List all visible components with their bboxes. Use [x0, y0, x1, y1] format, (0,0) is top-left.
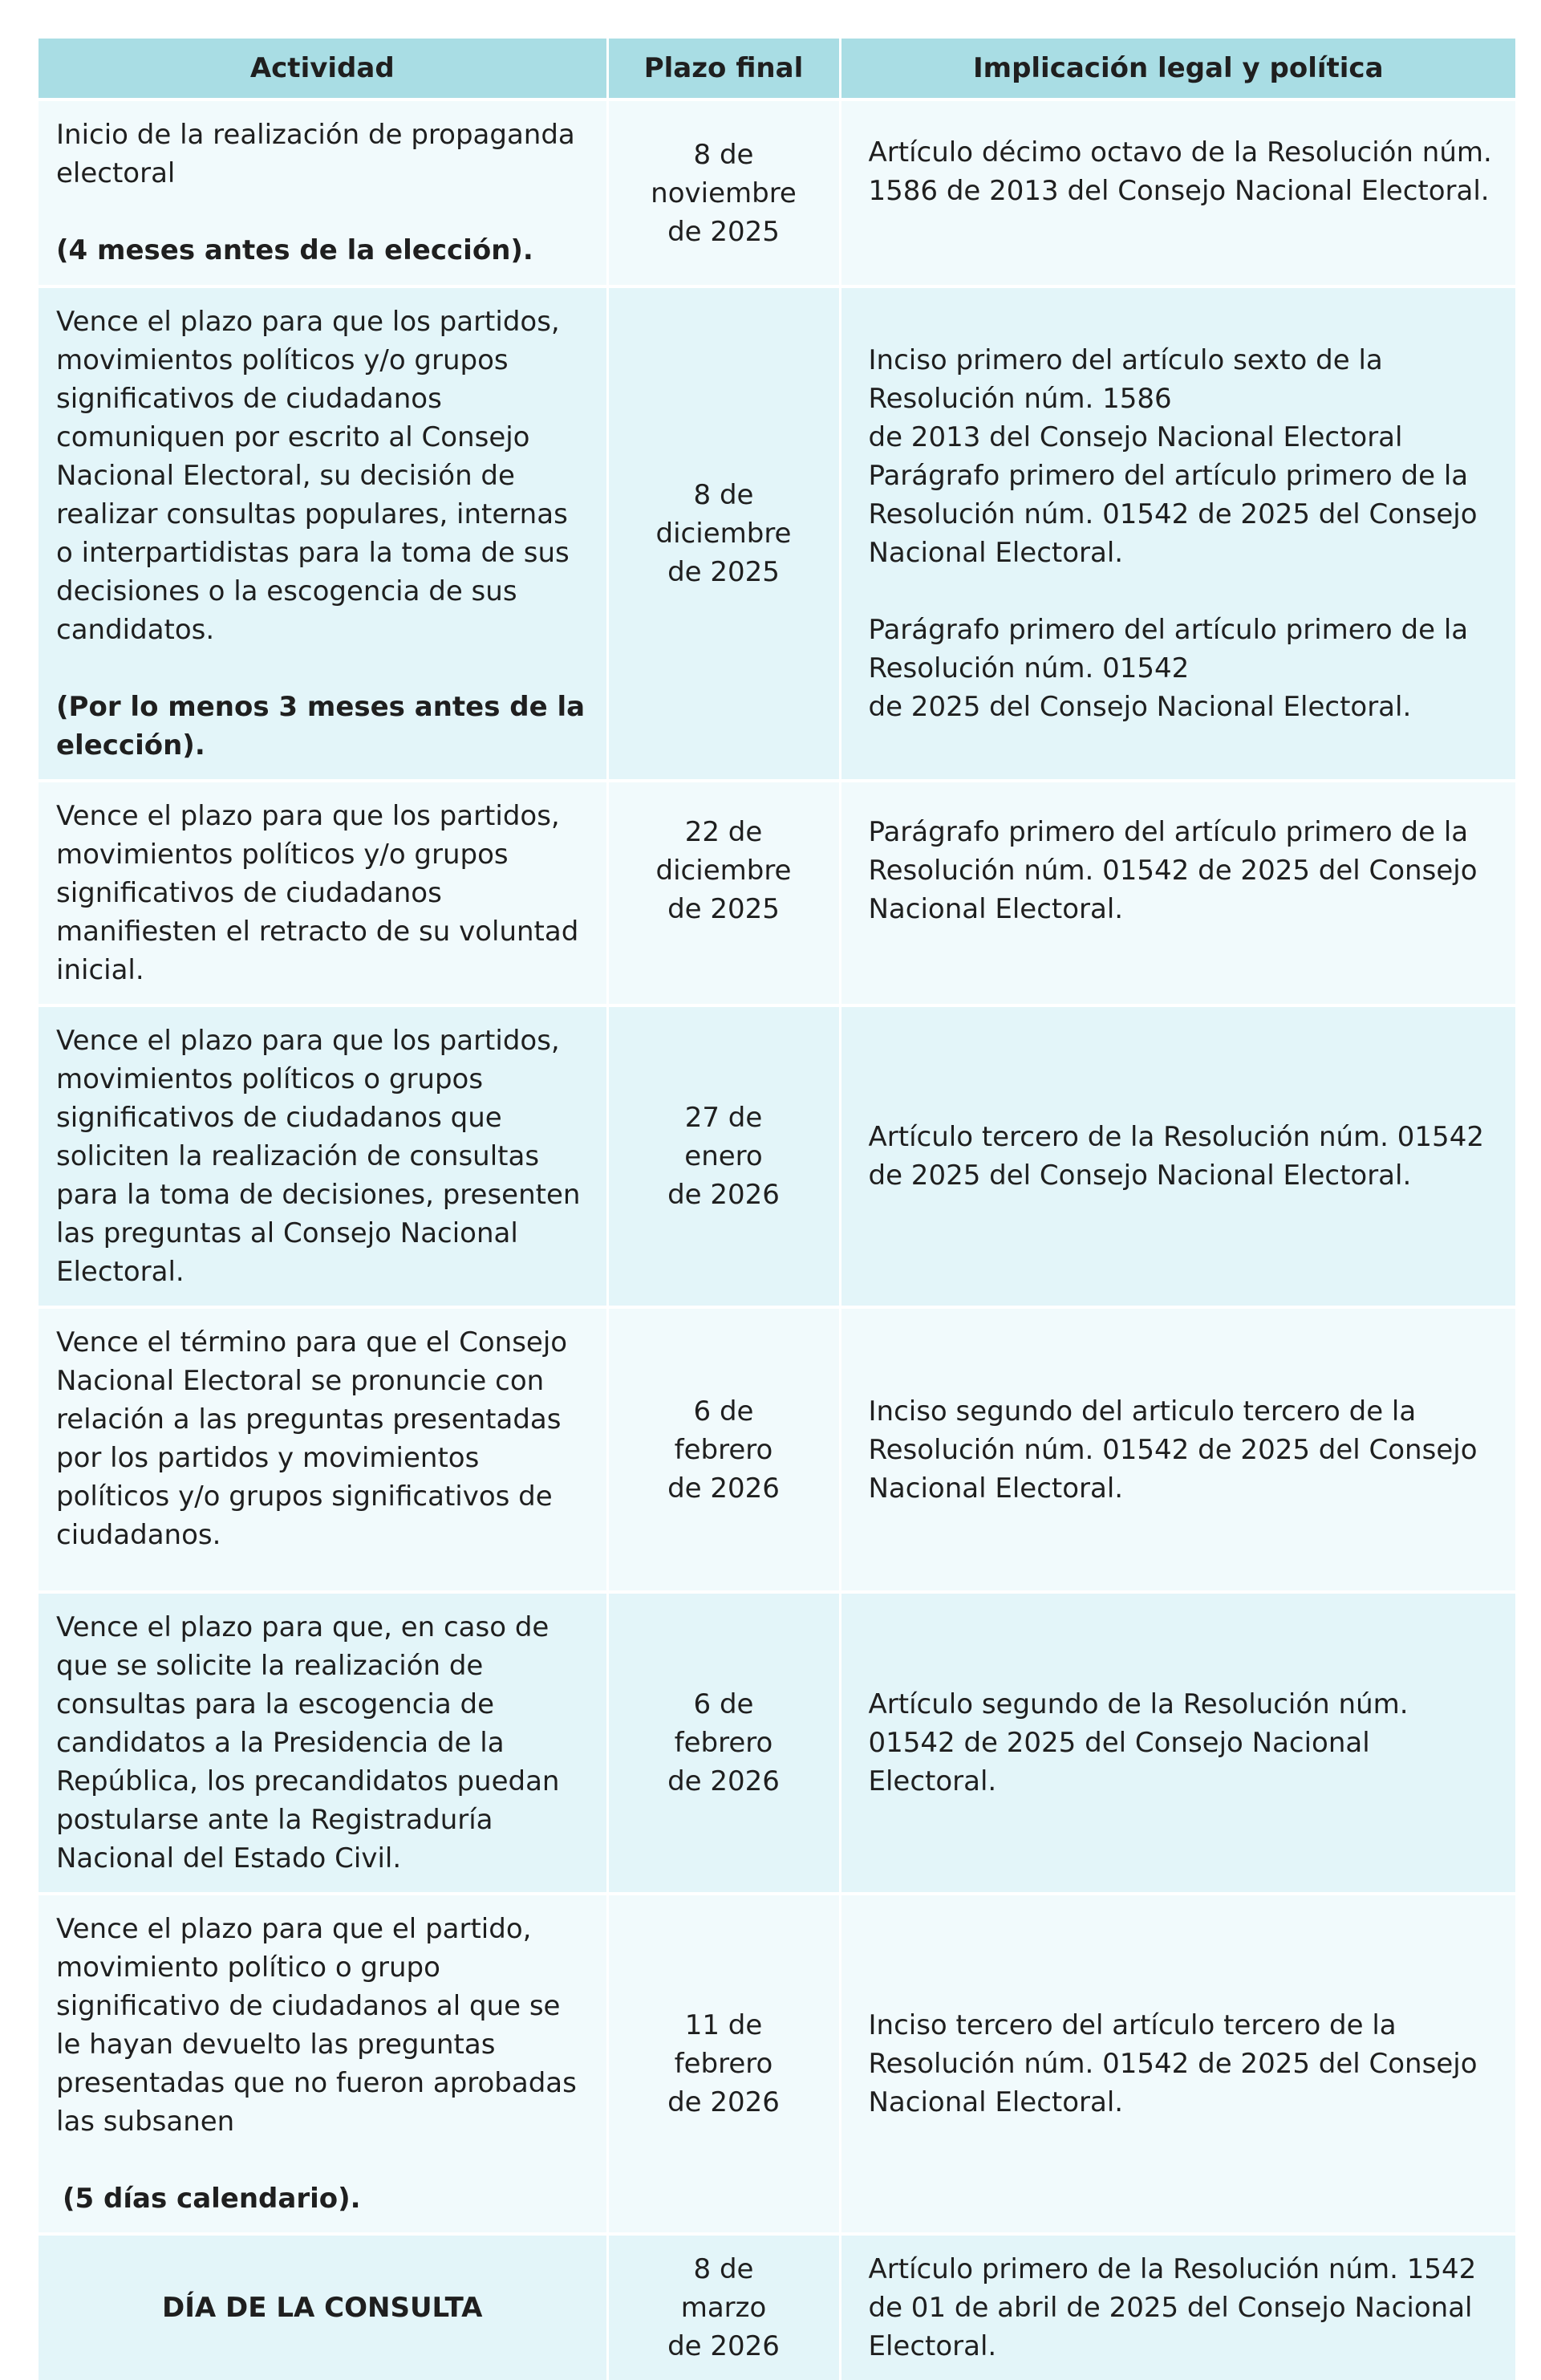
- header-actividad: Actividad: [39, 39, 607, 100]
- activity-cell: [39, 1894, 607, 2234]
- deadline-line: diciembre: [655, 518, 792, 550]
- deadline-cell: [607, 286, 840, 781]
- legal-cell: [840, 1894, 1515, 2234]
- deadline-cell: [607, 1307, 840, 1592]
- deadline-line: 11 de: [684, 2009, 763, 2041]
- schedule-table: [39, 39, 1515, 2380]
- activity-text: Inicio de la realización de propaganda electoral: [56, 119, 575, 189]
- legal-cell: [840, 286, 1515, 781]
- activity-cell: [39, 286, 607, 781]
- deadline-line: de 2026: [667, 2330, 780, 2362]
- deadline-line: 8 de: [693, 138, 754, 171]
- table-header-row: [39, 39, 1515, 100]
- deadline-line: de 2025: [667, 893, 780, 925]
- deadline-line: enero: [684, 1140, 763, 1172]
- header-plazo-final: Plazo final: [607, 39, 840, 100]
- deadline-cell: [607, 1005, 840, 1307]
- table-row: [39, 286, 1515, 781]
- schedule-table-container: [39, 39, 1515, 2380]
- deadline-line: 27 de: [684, 1102, 763, 1134]
- deadline-cell: [607, 781, 840, 1005]
- legal-text: Artículo segundo de la Resolución núm. 01542 de 2025 del Consejo Nacional Electoral.: [868, 1688, 1409, 1797]
- legal-cell: [840, 1307, 1515, 1592]
- deadline-line: de 2026: [667, 2086, 780, 2118]
- activity-text: Vence el plazo para que los partidos, movimientos políticos o grupos significativos de ciudadanos que soliciten la realización de consultas para la toma de decisiones, presenten las preguntas al Consejo Nacional Electoral.: [56, 1025, 581, 1288]
- deadline-cell: [607, 100, 840, 286]
- deadline-line: febrero: [674, 2048, 773, 2080]
- activity-text: Vence el plazo para que, en caso de que se solicite la realización de consultas para la escogencia de candidatos a la Presidencia de la República, los precandidatos puedan postularse ante la Registraduría Nacional del Estado Civil.: [56, 1611, 560, 1874]
- legal-text: Inciso primero del artículo sexto de la Resolución núm. 1586: [868, 344, 1383, 415]
- legal-text: Parágrafo primero del artículo primero de la Resolución núm. 01542: [868, 614, 1469, 684]
- activity-cell: [39, 781, 607, 1005]
- legal-cell: [840, 2234, 1515, 2380]
- legal-text: Parágrafo primero del artículo primero de la Resolución núm. 01542 de 2025 del Consejo Nacional Electoral.: [868, 816, 1478, 925]
- legal-text: de 2013 del Consejo Nacional Electoral: [868, 421, 1403, 453]
- legal-text: Inciso tercero del artículo tercero de la Resolución núm. 01542 de 2025 del Consejo Nacional Electoral.: [868, 2009, 1478, 2118]
- deadline-line: 6 de: [693, 1688, 754, 1720]
- deadline-line: de 2025: [667, 215, 780, 248]
- deadline-line: febrero: [674, 1433, 773, 1466]
- deadline-line: noviembre: [651, 177, 797, 209]
- legal-cell: [840, 100, 1515, 286]
- legal-cell: [840, 1005, 1515, 1307]
- deadline-line: de 2026: [667, 1765, 780, 1797]
- legal-text: Inciso segundo del articulo tercero de la Resolución núm. 01542 de 2025 del Consejo Nacional Electoral.: [868, 1395, 1478, 1505]
- legal-text: Artículo tercero de la Resolución núm. 01542 de 2025 del Consejo Nacional Electoral.: [868, 1121, 1484, 1192]
- activity-cell: [39, 1592, 607, 1894]
- deadline-cell: [607, 1592, 840, 1894]
- table-row: [39, 100, 1515, 286]
- activity-text: Vence el plazo para que los partidos, movimientos políticos y/o grupos significativos de ciudadanos comuniquen por escrito al Consejo Nacional Electoral, su decisión de realizar consultas populares, internas o interpartidistas para la toma de sus decisiones o la escogencia de sus candidatos.: [56, 306, 570, 646]
- deadline-line: diciembre: [655, 855, 792, 887]
- table-row: [39, 781, 1515, 1005]
- activity-note: (5 días calendario).: [63, 2183, 361, 2215]
- legal-text: Artículo primero de la Resolución núm. 1542 de 01 de abril de 2025 del Consejo Nacional Electoral.: [868, 2253, 1477, 2362]
- activity-text: Vence el plazo para que los partidos, movimientos políticos y/o grupos significativos de ciudadanos manifiesten el retracto de su voluntad inicial.: [56, 800, 579, 986]
- activity-cell: [39, 1005, 607, 1307]
- deadline-cell: [607, 1894, 840, 2234]
- deadline-line: 6 de: [693, 1395, 754, 1428]
- deadline-line: de 2025: [667, 556, 780, 588]
- activity-cell: [39, 100, 607, 286]
- activity-note: (4 meses antes de la elección).: [56, 234, 533, 266]
- deadline-line: 8 de: [693, 2253, 754, 2285]
- deadline-line: marzo: [680, 2292, 767, 2324]
- activity-text: Vence el término para que el Consejo Nacional Electoral se pronuncie con relación a las preguntas presentadas por los partidos y movimientos políticos y/o grupos significativos de ciudadanos.: [56, 1326, 568, 1551]
- deadline-cell: [607, 2234, 840, 2380]
- table-row: [39, 1307, 1515, 1592]
- deadline-line: 22 de: [684, 816, 763, 848]
- activity-text: Vence el plazo para que el partido, movimiento político o grupo significativo de ciudadanos al que se le hayan devuelto las preguntas presentadas que no fueron aprobadas las subsanen: [56, 1913, 577, 2138]
- consultation-day-cell: DÍA DE LA CONSULTA: [39, 2234, 607, 2380]
- deadline-line: de 2026: [667, 1472, 780, 1505]
- table-row: [39, 1894, 1515, 2234]
- deadline-line: 8 de: [693, 479, 754, 511]
- activity-cell: [39, 1307, 607, 1592]
- table-row: [39, 1592, 1515, 1894]
- legal-text: de 2025 del Consejo Nacional Electoral.: [868, 691, 1412, 723]
- activity-note: (Por lo menos 3 meses antes de la elección).: [56, 691, 586, 762]
- deadline-line: de 2026: [667, 1179, 780, 1211]
- deadline-line: febrero: [674, 1727, 773, 1759]
- header-implicacion: Implicación legal y política: [840, 39, 1515, 100]
- legal-cell: [840, 1592, 1515, 1894]
- table-row: [39, 1005, 1515, 1307]
- legal-text: Artículo décimo octavo de la Resolución núm. 1586 de 2013 del Consejo Nacional Electoral.: [868, 136, 1492, 207]
- table-row: [39, 2234, 1515, 2380]
- legal-cell: [840, 781, 1515, 1005]
- legal-text: Parágrafo primero del artículo primero de la Resolución núm. 01542 de 2025 del Consejo Nacional Electoral.: [868, 460, 1478, 569]
